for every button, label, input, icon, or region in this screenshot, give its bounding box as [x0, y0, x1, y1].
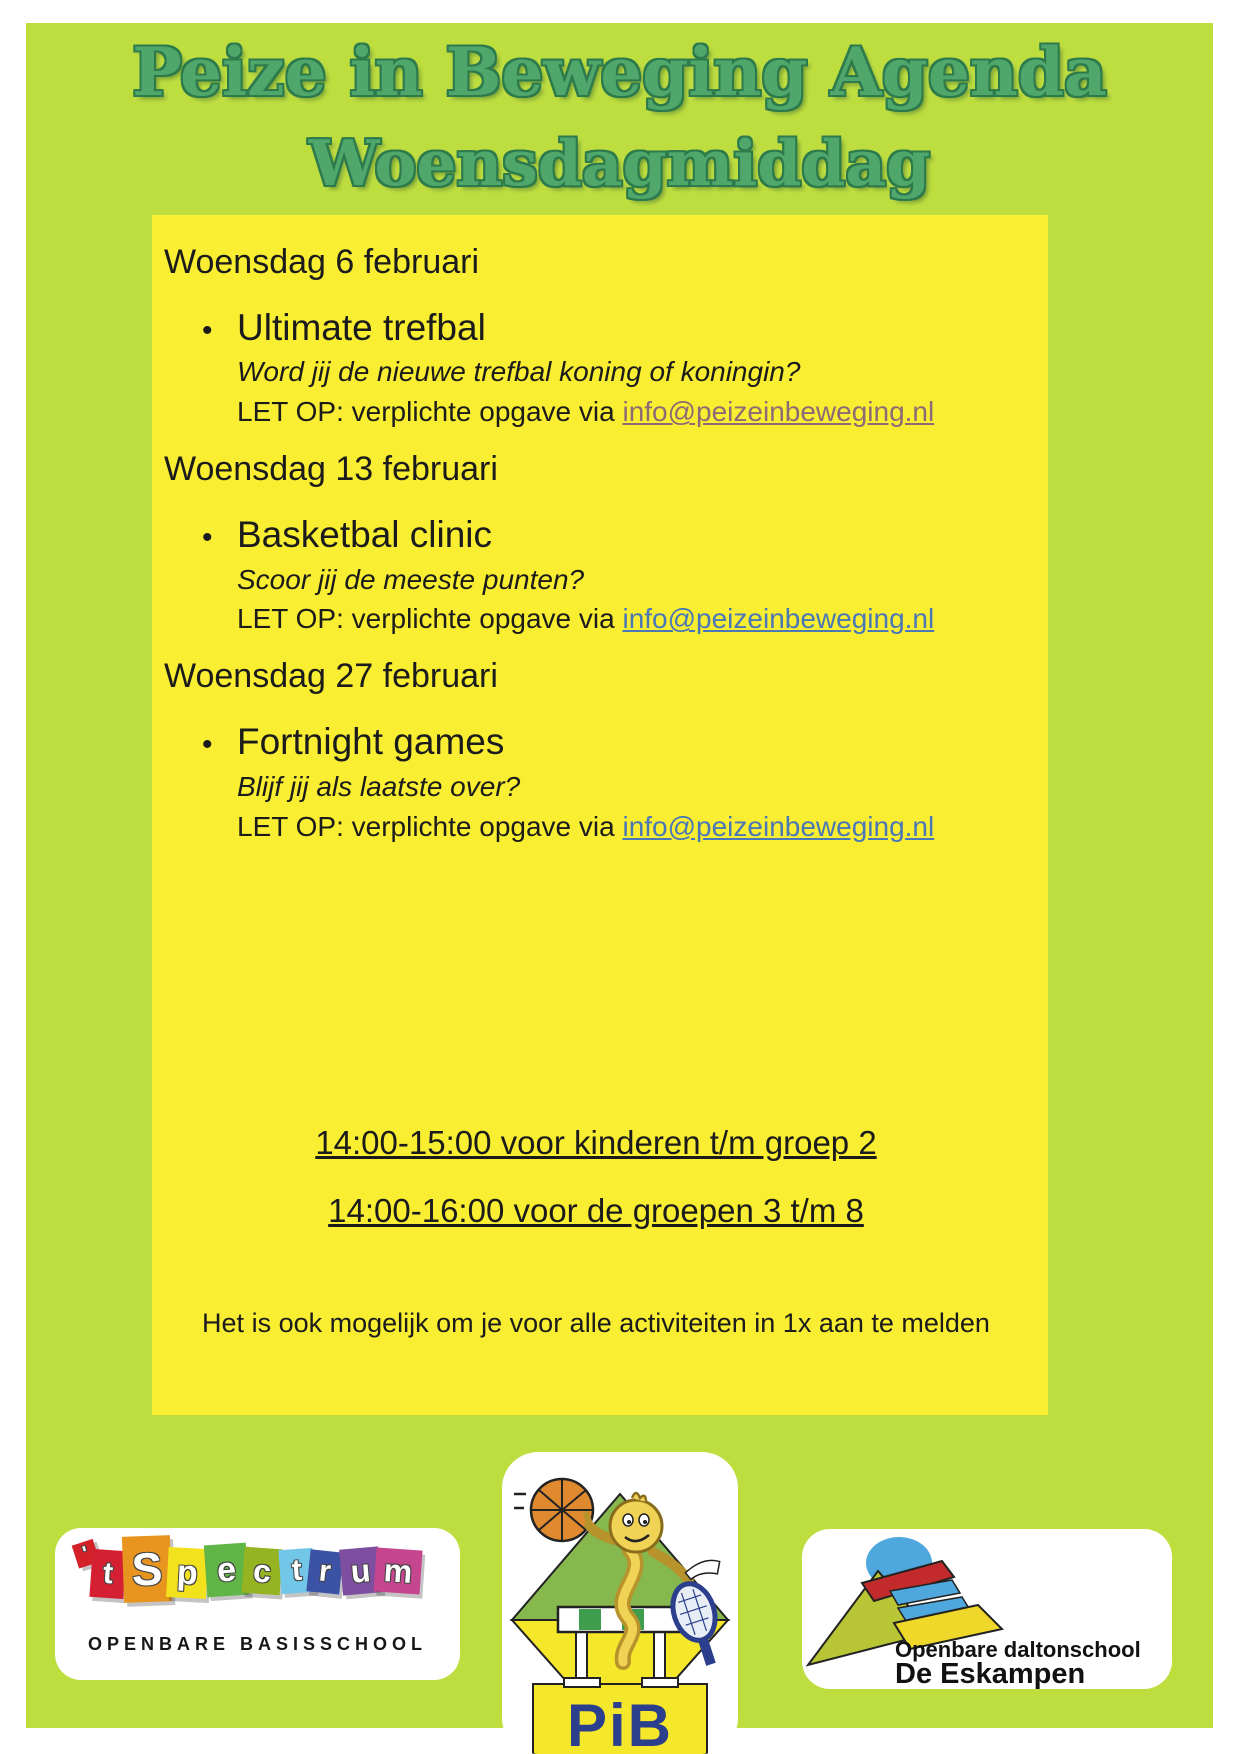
spectrum-subtitle: OPENBARE BASISSCHOOL	[87, 1634, 428, 1654]
time-schedule	[164, 1122, 1028, 1231]
spectrum-tile: m	[374, 1547, 423, 1594]
spectrum-tile: S	[122, 1535, 172, 1603]
event-activity-row	[164, 306, 1028, 350]
email-link[interactable]: info@peizeinbeweging.nl	[622, 810, 935, 842]
event-activity: Basketbal clinic	[237, 514, 493, 556]
event-signup-note	[237, 809, 1028, 845]
time-slot-older: 14:00-16:00 voor de groepen 3 t/m 8	[328, 1191, 864, 1229]
page-title: Peize in Beweging Agenda	[132, 33, 1107, 111]
spectrum-tile: c	[242, 1547, 283, 1596]
basketball-icon	[514, 1479, 593, 1541]
event-tagline: Word jij de nieuwe trefbal koning of koningin?	[237, 356, 801, 388]
page-subtitle: Woensdagmiddag	[308, 126, 931, 201]
agenda-panel	[152, 215, 1048, 1415]
event-signup-note	[237, 601, 1028, 637]
footnote: Het is ook mogelijk om je voor alle activiteiten in 1x aan te melden	[202, 1307, 990, 1338]
event-1	[164, 243, 1028, 430]
event-signup-note	[237, 394, 1028, 430]
bullet-icon: •	[202, 314, 213, 348]
event-tagline: Blijf jij als laatste over?	[237, 770, 521, 802]
event-activity: Fortnight games	[237, 721, 505, 763]
event-tagline: Scoor jij de meeste punten?	[237, 563, 585, 595]
spectrum-tile: t	[89, 1549, 126, 1599]
eskampen-line1: Openbare daltonschool	[895, 1637, 1141, 1662]
spectrum-tile: t	[278, 1548, 315, 1594]
eskampen-logo-graphic	[802, 1529, 1172, 1689]
pib-logo-graphic	[502, 1452, 738, 1754]
event-activity: Ultimate trefbal	[237, 307, 486, 349]
spectrum-tile: u	[339, 1546, 382, 1595]
event-activity-row	[164, 720, 1028, 764]
event-2	[164, 450, 1028, 637]
time-slot-younger: 14:00-15:00 voor kinderen t/m groep 2	[315, 1124, 877, 1162]
bullet-icon: •	[202, 728, 213, 762]
signup-note-text: LET OP: verplichte opgave via	[237, 810, 623, 842]
event-activity-row	[164, 513, 1028, 557]
spectrum-tile: '	[72, 1539, 100, 1569]
event-date: Woensdag 27 februari	[164, 657, 498, 696]
email-link[interactable]: info@peizeinbeweging.nl	[622, 603, 935, 635]
signup-note-text: LET OP: verplichte opgave via	[237, 396, 623, 428]
email-link[interactable]: info@peizeinbeweging.nl	[622, 396, 935, 428]
pib-label: PiB	[566, 1692, 674, 1754]
spectrum-tile: r	[306, 1549, 343, 1594]
signup-note-text: LET OP: verplichte opgave via	[237, 603, 623, 635]
eskampen-line2: De Eskampen	[895, 1658, 1086, 1689]
logo-spectrum	[55, 1528, 460, 1680]
logo-pib	[502, 1452, 738, 1754]
bullet-icon: •	[202, 521, 213, 555]
logo-eskampen	[802, 1529, 1172, 1689]
event-date: Woensdag 13 februari	[164, 450, 498, 489]
spectrum-letter-tiles	[73, 1536, 460, 1620]
event-date: Woensdag 6 februari	[164, 243, 480, 281]
spectrum-tile: p	[166, 1547, 209, 1599]
spectrum-tile: e	[204, 1543, 250, 1598]
event-3	[164, 657, 1028, 844]
